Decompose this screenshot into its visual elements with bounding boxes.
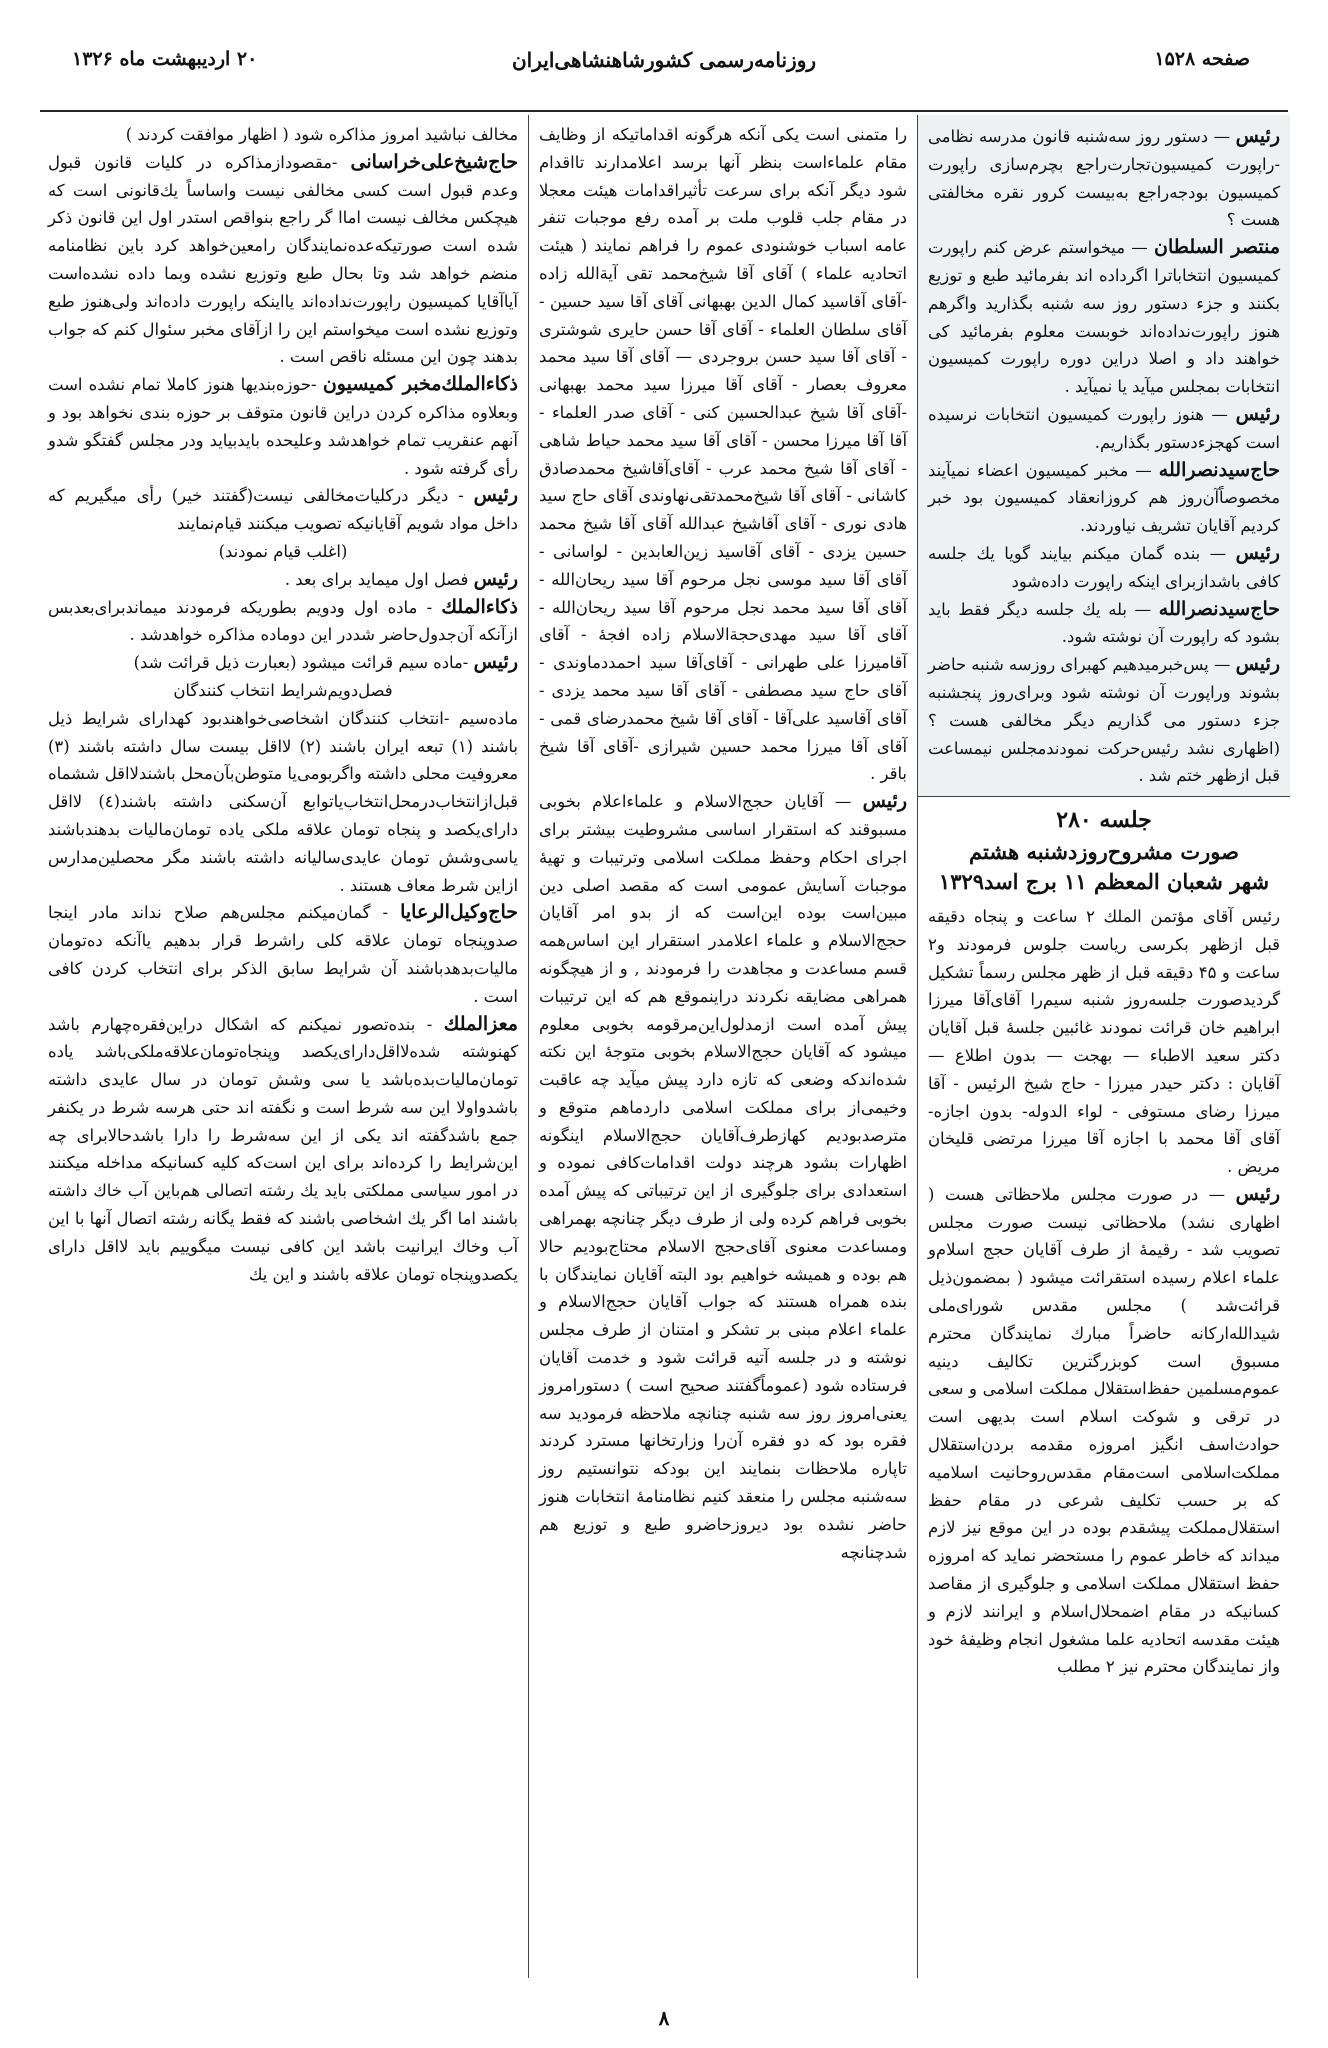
paragraph: [539, 788, 907, 1566]
paragraph: [48, 594, 518, 650]
speaker-name: حاج‌شیخ‌علی‌خراسانی: [350, 150, 519, 173]
speech-text: - ماده اول ودویم بطوریکه فرمودند میماندبرای‌بعدبس ازآنکه آن‌جدول‌حاضر شددر این دوماده مذاکره خواهدشد .: [48, 597, 518, 645]
speech-text: فصل اول میماید برای بعد .: [284, 569, 469, 589]
paragraph: [48, 1011, 518, 1289]
speaker-name: رئیس: [1235, 1182, 1280, 1205]
columns: [38, 115, 1290, 1978]
paragraph: [928, 123, 1280, 234]
speech-text: - بنده‌تصور نمیکنم که اشکال دراین‌فقره‌چهارم باشد کهنوشته شده‌لااقل‌دارای‌یکصد وپنجاه‌تومان‌علاقه‌ملکی‌باشد یاده تومان‌مالیات‌بده‌باشد یا سی وشش تومان در سال عایدی داشته باشدواولا این سه شرط است و نگفته اند حتی هرسه شرط در یکنفر جمع باشدگفته اند یکی از این سه‌شرط را دارا باشدحالابرای چه این‌شرایط را کرده‌اند برای این است‌که کلیه کسانیکه مداخله میکنند در امور سیاسی مملکتی باید یك رشته اتصالی هم‌باین آب خاك داشته باشند اما اگر یك اشخاصی باشند که فقط یگانه رشته اتصال آنها با این آب وخاك ایرانیت باشد این کافی نیست میگوییم باید لااقل دارای یکصدوپنجاه تومان علاقه باشند و این یك: [48, 1014, 518, 1284]
speaker-name: حاج‌وکیل‌الرعایا: [400, 901, 518, 924]
speaker-name: رئیس: [862, 790, 907, 813]
speaker-name: ذکاءالملك: [441, 595, 518, 618]
paragraph: [48, 649, 518, 677]
session-subtitle-line: صورت مشروح‌روزدشنبه هشتم: [969, 838, 1239, 864]
issue-date: ۲۰ اردیبهشت ماه ۱۳۲۶: [72, 48, 258, 70]
speech-text: رئیس آقای مؤتمن الملك ۲ ساعت و پنجاه دقیقه قبل ازظهر بکرسی ریاست جلوس فرمودند و۲ ساعت و ۴۵ دقیقه قبل از ظهر مجلس رسماً تشکیل گردیدصورت جلسه‌روز شنبه سیم‌را آقای‌آقا میرزا ابراهیم خان قرائت نمودند غائبین جلسهٔ قبل آقایان دکتر سعید الاطباء — بهجت — بدون اطلاع — آقایان : دکتر حیدر میرزا - حاج شیخ الرئیس - آقا میرزا رضای مستوفی - لواء الدوله- بدون اجازه- آقای آقا محمد با اجازه آقا میرزا مرتضی قلیخان مریض .: [928, 906, 1281, 1177]
stage-note: (اغلب قیام نمودند): [218, 541, 348, 561]
speech-text: — آقایان حجج‌الاسلام و علماءاعلام بخوبی مسبوقند که استقرار اساسی مشروطیت بیشتر برای اجرای احکام وحفظ مملکت اسلامی وترتیبات و تهیهٔ موجبات آسایش عمومی است که مقصد اصلی دین مبین‌است بوده این‌است که از بدو امر آقایان حجج‌الاسلام و علماء اعلامدر استقرار این اساس‌همه قسم مساعدت و مجاهدت را فرمودند , و از هیچگونه همراهی مضایقه نکردند دراینموقع هم که این ترتیبات پیش آمده است ازمدلول‌این‌مرقومه بخوبی معلوم میشود که آقایان حجج‌الاسلام بخوبی متوجهٔ این نکته شده‌اندکه وضعی که تازه دارد پیش میآید چه عاقبت وخیمی‌از برای مملکت اسلامی داردماهم متوقع و مترصدبودیم کهازطرف‌آقایان حجج‌الاسلام اینگونه اظهارات بشود هرچند دولت اقدامات‌کافی نموده و استعدادی برای جلوگیری از این ترتیباتی که پیش آمده بخوبی فراهم کرده ولی از طرف دیگر چنانچه بهمراهی ومساعدت معنوی آقای‌حجج‌ الاسلام محتاج‌بودیم حالا هم بوده و همیشه خواهیم بود البته آقایان نمایندگان با بنده همراه هستند که جواب آقایان حجج‌الاسلام و علماء اعلام مبنی بر تشکر و امتنان از طرف مجلس نوشته و در جلسه آتیه قرائت شود و خدمت آقایان فرستاده شود (عموماًگفتند صحیح است ) دستورامروز یعنی‌امروز روز سه شنبه چنانچه ملاحظه فرمودید سه فقره بود که دو فقره آن‌را وزارتخانها مسترد کردند تاپاره ملاحظات بنمایند این بودکه نتوانستیم روز سه‌شنبه مجلس را منعقد کنیم نظامنامهٔ انتخابات هنوز حاضر نشده بود دیروزحاضرو طبع و توزیع هم شدچنانچه: [539, 792, 907, 1562]
session-subtitle: [928, 837, 1280, 897]
bill-chapter-heading: فصل‌دویم‌شرایط انتخاب کنندگان: [173, 680, 393, 700]
speaker-name: معزالملك: [443, 1012, 518, 1035]
speech-text: — مخبر کمیسیون اعضاء نمیآیند مخصوصاًآن‌روز هم کروزانعقاد کمیسیون بود خبر کردیم آقایان تشریف نیاوردند.: [928, 460, 1280, 536]
speaker-name: حاج‌سیدنصرالله: [1158, 458, 1281, 481]
speaker-name: منتصر السلطان: [1154, 236, 1281, 259]
paragraph: [928, 401, 1280, 457]
column-right: [918, 115, 1290, 1978]
speaker-name: حاج‌سیدنصرالله: [1158, 597, 1280, 620]
speech-text: — بله یك جلسه دیگر فقط باید بشود که راپورت آن نوشته شود.: [928, 599, 1280, 647]
speech-text: را متمنی است یکی آنکه هرگونه اقداماتیکه از وظایف مقام علماءاست بنظر آنها برسد اعلامدارند تااقدام شود دیگر آنکه برای سرعت تأثیراقدامات هیئت معجلا در مقام جلب قلوب ملت بر آمده رفع موجبات تنفر عامه اسباب خوشنودی عموم را فراهم نمایند ( هیئت اتحادیه علماء ) آقای آقا شیخ‌محمد تقی آیةالله زاده -آقای آقاسید کمال الدین بهبهانی آقای آقا سید حسین - آقای سلطان العلماء - آقای آقا حسن حایری شوشتری - آقای آقا سید حسن بروجردی — آقای آقا سید محمد معروف بعصار - آقای آقا میرزا سید محمد بهبهانی -آقای آقا شیخ عبدالحسین کنی - آقای صدر العلماء - آقا آقا میرزا محسن - آقای آقا سید محمد حیاط شاهی - آقای آقا شیخ محمد عرب - آقای‌آقاشیخ محمدصادق کاشانی - آقای آقا شیخ‌محمدتقی‌نهاوندی آقای حاج سید هادی نوری - آقای آقاشیخ عبدالله آقای آقا شیخ محمد حسین یزدی - آقای آقاسید زین‌العابدین - لواسانی - آقای آقا سید موسی نجل مرحوم آقا سید ریحان‌الله - آقای آقا سید محمد نجل مرحوم آقا سید ریحان‌الله - آقای آقا سید مهدی‌حجةالاسلام زاده افجهٔ - آقای آقامیرزا علی طهرانی - آقای‌آقا سید احمددماوندی - آقای حاج سید مصطفی - آقای آقا سید محمد یزدی - آقای آقاسید علی‌آقا - آقای آقا شیخ محمدرضای قمی - آقای آقا میرزا محمد حسین شیرازی -آقای آقا شیخ باقر .: [539, 125, 907, 784]
paragraph: [928, 651, 1280, 790]
page-number-label: صفحه ۱۵۲۸: [1154, 48, 1250, 70]
header-rule: [40, 110, 1288, 112]
speech-text: - گمان‌میکنم مجلس‌هم صلاح نداند مادر اینجا صدوپنجاه تومان علاقه کلی راشرط قرار بدهیم یاآنکه ده‌تومان مالیات‌بدهدباشند آن شرایط سابق الذکر برای انتخاب کردن کافی است .: [48, 903, 518, 1006]
speech-text: -ماده سیم قرائت میشود (بعبارت ذیل قرائت شد): [133, 653, 469, 673]
paragraph: [48, 121, 518, 149]
speech-text: - دیگر درکلیات‌مخالفی نیست(گفتند خیر) رأی میگیریم که داخل مواد شویم آقایانیکه تصویب میکنند قیام‌نمایند: [48, 486, 518, 534]
speech-text: — دستور روز سه‌شنبه قانون مدرسه نظامی -راپورت کمیسیون‌تجارت‌راجع بچرم‌سازی راپورت کمیسیون بودجه‌راجع به‌بیست کرور نقره مخالفتی هست ؟: [928, 127, 1280, 230]
footer-page-number: ۸: [658, 2006, 670, 2030]
speech-text: — در صورت مجلس ملاحظاتی هست ( اظهاری نشد) ملاحظاتی نیست صورت مجلس تصویب شد - رقیمهٔ از طرف آقایان حجج اسلام‌و علماء اعلام رسیده استقرائت میشود ( بمضمون‌ذیل قرائت‌شد ) مجلس مقدس شورای‌ملی شیدالله‌ارکانه حاضراً مبارك نمایندگان محترم مسبوق است کوبزرگترین تکالیف دینیه عموم‌مسلمین حفظ‌استقلال مملکت اسلامی و سعی در ترقی و شوکت اسلام است بدیهی است حوادث‌اسف انگیز امروزه مقدمه بردن‌استقلال مملکت‌اسلامی است‌مقام مقدس‌روحانیت اسلامیه که بر حسب تکلیف شرعی در مقام حفظ استقلال‌مملکت پیشقدم بوده در این موقع نیز لازم میداند که خاطر عموم را مستحضر نماید که امروزه حفظ استقلال مملکت اسلامی و جلوگیری از مقاصد کسانیکه در مقام اضمحلال‌اسلام و ایرانند لازم و هیئت مقدسه اتحادیه علما مشغول انجام وظیفهٔ خود واز نمایندگان محترم نیز ۲ مطلب: [928, 1184, 1280, 1677]
speech-text: — هنوز راپورت کمیسیون انتخابات نرسیده است کهجزءدستور بگذاریم.: [928, 404, 1280, 452]
column-left: [38, 115, 528, 1978]
column-middle: [528, 115, 918, 1978]
paragraph: [48, 371, 518, 482]
paragraph: [48, 149, 518, 371]
paragraph: [48, 899, 518, 1010]
paragraph: [928, 457, 1280, 540]
speaker-name: رئیس: [473, 651, 518, 674]
newspaper-title: روزنامه‌رسمی کشورشاهنشاهی‌ایران: [511, 48, 817, 72]
paragraph: [928, 596, 1280, 652]
previous-session-end: [918, 115, 1290, 797]
paragraph: [928, 234, 1280, 401]
session-subtitle-line: شهر شعبان المعظم ۱۱ برج اسد۱۳۲۹: [938, 868, 1270, 894]
paragraph: [928, 540, 1280, 596]
paragraph: [928, 1181, 1280, 1681]
paragraph: [928, 903, 1280, 1181]
speech-text: مخالف نباشید امروز مذاکره شود ( اظهار موافقت کردند ): [125, 125, 518, 144]
speaker-name: رئیس: [1235, 402, 1280, 425]
session-title: جلسه ۲۸۰: [1056, 807, 1152, 834]
speaker-name: رئیس: [1235, 653, 1280, 676]
speech-text: — پس‌خبرمیدهیم کهبرای روزسه شنبه حاضر بشوند وراپورت آن نوشته شود وبرای‌روز پنجشنبه جزء دستور می گذاریم دیگر مخالفی هست ؟(اظهاری نشد رئیس‌حرکت نمودندمجلس نیمساعت قبل ازظهر ختم شد .: [928, 655, 1280, 786]
paragraph: [539, 121, 907, 788]
speech-text: — میخواستم عرض کنم راپورت کمیسیون انتخاباترا اگرداده اند بفرمائید طبع و توزیع بکنند و جزء دستور روز سه شنبه بگذارید واگرهم هنوز راپورت‌نداده‌اند خوبست معلوم بفرمائید کی خواهند داد و اصلا دراین دوره راپورت کمیسیون انتخابات بمجلس میآید یا نمیآید .: [928, 238, 1280, 397]
speaker-name: ذکاءالملك‌مخبر کمیسیون: [322, 373, 518, 396]
speech-text: — بنده گمان میکنم بیایند گویا یك جلسه کافی باشدازبرای اینکه راپورت داده‌شود: [928, 543, 1280, 591]
speaker-name: رئیس: [473, 567, 518, 590]
bill-article: ماده‌سیم -انتخاب کنندگان اشخاصی‌خواهندبود کهدارای شرایط ذیل باشند (۱) تبعه ایران باشند (۲) لااقل بیست سال داشته باشند (۳) معروفیت محلی داشته واگربومی‌یا متوطن‌بآن‌محل باشندلااقل ششماه قبل‌ازانتخاب‌درمحل‌انتخاب‌یاتوابع آن‌سکنی داشته باشند(٤) لااقل دارای‌یکصد و پنجاه تومان علاقه ملکی یاده تومان‌مالیات بدهندباشند یاسی‌وشش تومان عایدی‌سالیانه داشته باشند مگر محصلین‌مدارس ازاین شرط معاف هستند .: [48, 708, 519, 895]
speaker-name: رئیس: [473, 484, 518, 507]
speech-text: -حوزه‌بندیها هنوز کاملا تمام نشده است وبعلاوه مذاکره کردن دراین قانون متوقف بر حوزه بندی نخواهد بود و آنهم عنقریب تمام خواهدشد وعلیحده بایدبیاید ودر مجلس گفتگو شدو رأی گرفته شود .: [48, 375, 518, 478]
page-header: [28, 18, 1300, 82]
speaker-name: رئیس: [1235, 541, 1280, 564]
speaker-name: رئیس: [1235, 125, 1280, 147]
paragraph: [48, 566, 518, 594]
paragraph: [48, 482, 518, 538]
speech-text: -مقصودازمذاکره در کلیات قانون قبول وعدم قبول است کسی مخالفی نیست واساساً یك‌قانونی است که هیچکس مخالف نیست اماا گر راجع بنواقص استدر اول این قانون ذکر شده است صورتیکه‌عده‌نمایندگان رامعین‌خواهد کرد باین نظامنامه منضم خواهد شد وتا بحال طبع وتوزیع نشده وبما داده نشده‌است آیاآقایا کمیسیون راپورت‌نداده‌اند یااینکه راپورت داده‌اند ولی‌هنوز طبع وتوزیع نشده است میخواستم این را ازآقای مخبر سئوال کنم که جواب بدهند چون این مسئله ناقص است .: [48, 152, 518, 367]
